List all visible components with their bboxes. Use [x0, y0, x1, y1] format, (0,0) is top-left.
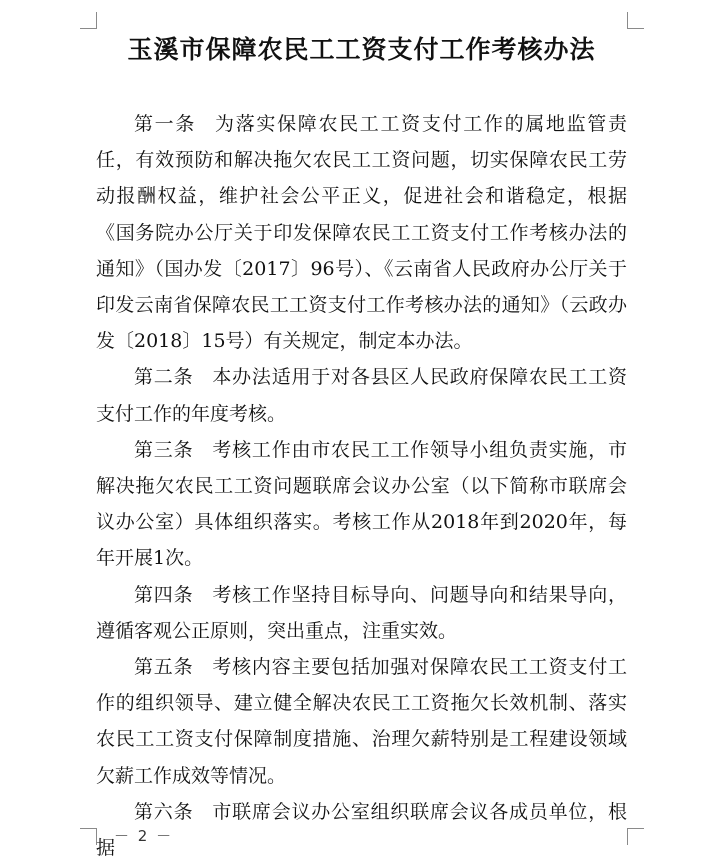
article-2: [96, 359, 627, 431]
article-5: [96, 649, 627, 794]
crop-mark-bottom-right: [627, 828, 644, 845]
article-1-text: 为落实保障农民工工资支付工作的属地监管责任，有效预防和解决拖欠农民工工资问题，切实保障农民工劳动报酬权益，维护社会公平正义，促进社会和谐稳定，根据《国务院办公厅关于印发保障农民工工资支付工作考核办法的通知》（国办发〔2017〕96号）、《云南省人民政府办公厅关于印发云南省保障农民工工资支付工作考核办法的通知》（云政办发〔2018〕15号）有关规定，制定本办法。: [96, 113, 627, 353]
article-6-label: 第六条: [134, 800, 194, 823]
article-3-text: 考核工作由市农民工工作领导小组负责实施，市解决拖欠农民工工资问题联席会议办公室（以下简称市联席会议办公室）具体组织落实。考核工作从2018年到2020年，每年开展1次。: [96, 438, 627, 570]
article-4-label: 第四条: [134, 583, 194, 606]
article-4-text: 考核工作坚持目标导向、问题导向和结果导向，遵循客观公正原则，突出重点，注重实效。: [96, 583, 627, 642]
article-1-label: 第一条: [134, 113, 197, 135]
article-1: [96, 106, 627, 359]
article-2-text: 本办法适用于对各县区人民政府保障农民工工资支付工作的年度考核。: [96, 366, 627, 425]
article-3-label: 第三条: [134, 438, 194, 461]
article-5-text: 考核内容主要包括加强对保障农民工工资支付工作的组织领导、建立健全解决农民工工资拖欠长效机制、落实农民工工资支付保障制度措施、治理欠薪特别是工程建设领域欠薪工作成效等情况。: [96, 656, 627, 787]
article-2-label: 第二条: [134, 366, 194, 389]
crop-mark-top-right: [627, 12, 644, 29]
crop-mark-bottom-left: [80, 828, 97, 845]
crop-mark-top-left: [80, 12, 97, 29]
article-5-label: 第五条: [134, 656, 194, 679]
document-body: [96, 106, 627, 866]
article-6-text: 市联席会议办公室组织联席会议各成员单位，根据: [96, 800, 627, 860]
page-number: － 2 －: [114, 827, 174, 845]
article-4: [96, 577, 627, 649]
article-3: [96, 432, 627, 577]
document-title: 玉溪市保障农民工工资支付工作考核办法: [127, 35, 596, 64]
